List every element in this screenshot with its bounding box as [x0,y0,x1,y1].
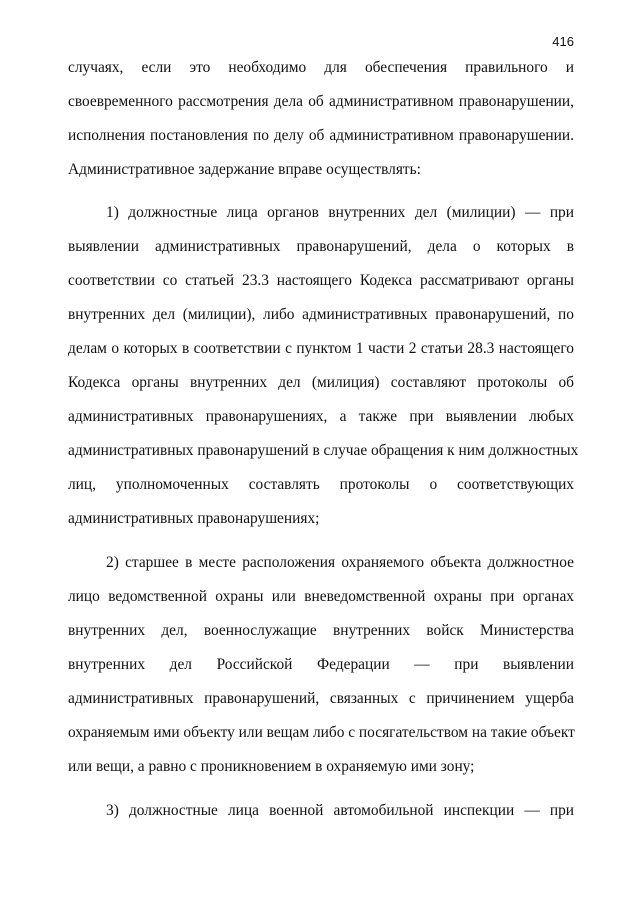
text-line: административных правонарушений в случае обращения к ним должностных [68,442,579,459]
text-line: случаях, если это необходимо для обеспечения правильного и [68,59,574,76]
text-line: Административное задержание вправе осуществлять: [68,161,421,178]
text-line: лицо ведомственной охраны или вневедомственной охраны при органах [68,588,574,605]
text-line: Кодекса органы внутренних дел (милиция) составляют протоколы об [68,374,574,391]
text-line: выявлении административных правонарушений, дела о которых в [68,238,574,255]
text-line: исполнения постановления по делу об административном правонарушении. [68,127,574,144]
text-line: внутренних дел, военнослужащие внутренних войск Министерства [68,622,574,639]
text-line: лиц, уполномоченных составлять протоколы о соответствующих [68,476,574,493]
list-item-3-line: 3) должностные лица военной автомобильной инспекции — при [106,802,574,819]
text-line: административных правонарушений, связанных с причинением ущерба [68,690,574,707]
text-line: административных правонарушениях; [68,510,320,527]
text-line: охраняемым ими объекту или вещам либо с посягательством на такие объект [68,724,575,741]
text-line: административных правонарушениях, а также при выявлении любых [68,408,574,425]
text-line: делам о которых в соответствии с пунктом 1 части 2 статьи 28.3 настоящего [68,340,574,357]
text-line: соответствии со статьей 23.3 настоящего Кодекса рассматривают органы [68,272,574,289]
text-line: внутренних дел (милиции), либо административных правонарушений, по [68,306,574,323]
page-number: 416 [552,34,574,49]
text-line: своевременного рассмотрения дела об административном правонарушении, [68,93,574,110]
list-item-1-line: 1) должностные лица органов внутренних дел (милиции) — при [106,204,574,221]
text-line: или вещи, а равно с проникновением в охраняемую ими зону; [68,758,475,775]
text-line: внутренних дел Российской Федерации — при выявлении [68,656,574,673]
list-item-2-line: 2) старшее в месте расположения охраняемого объекта должностное [106,554,574,571]
